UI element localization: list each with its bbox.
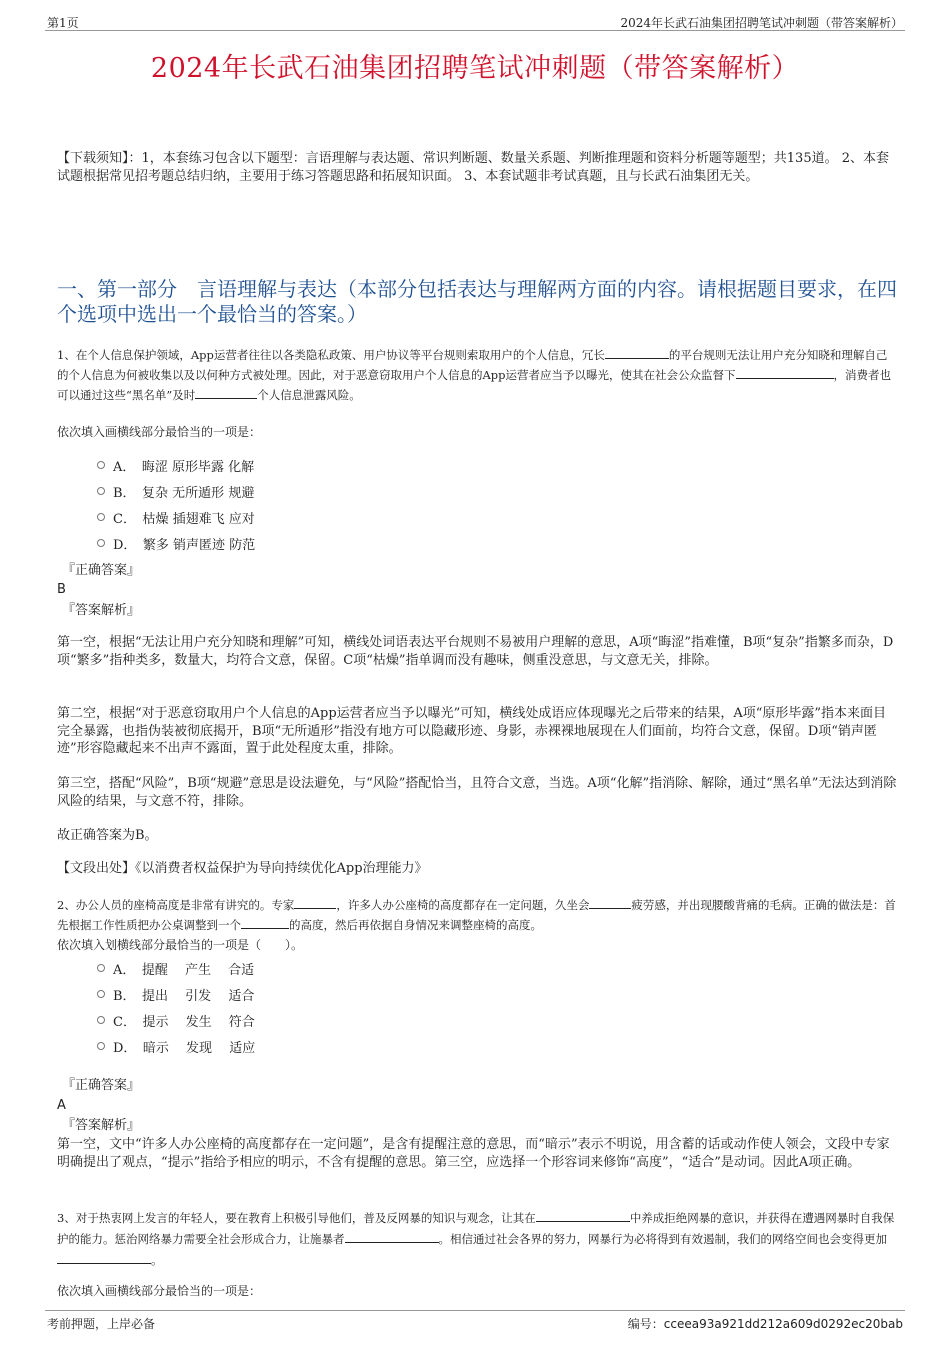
option-c[interactable]: C． 提示 发生 符合 xyxy=(97,1007,255,1033)
analysis-paragraph: 第三空，搭配“风险”，B项“规避”意思是设法避免，与“风险”搭配恰当，且符合文意，当选。A项“化解”指消除、解除，通过“黑名单”无法达到消除风险的结果，与文意不符，排除。 xyxy=(57,776,897,809)
question-3-hint: 依次填入画横线部分最恰当的一项是： xyxy=(57,1284,262,1298)
analysis-label: 『答案解析』 xyxy=(62,603,141,618)
analysis-conclusion: 故正确答案为B。 xyxy=(57,828,158,843)
answer-label: 『正确答案』 xyxy=(62,563,141,578)
question-2-stem: 2、办公人员的座椅高度是非常有讲究的。专家 ，许多人办公座椅的高度都存在一定问题，久坐会 疲劳感，并出现腰酸背痛的毛病。正确的做法是：首先根据工作性质把办公桌调整到一个 的高度，然后再依据自身情况来调整座椅的高度。 xyxy=(57,898,896,932)
radio-icon[interactable] xyxy=(97,1042,105,1050)
option-a[interactable]: A． 提醒 产生 合适 xyxy=(97,955,255,981)
section-heading: 一、第一部分 言语理解与表达（本部分包括表达与理解两方面的内容。请根据题目要求，在四个选项中选出一个最恰当的答案。） xyxy=(57,277,897,326)
option-b[interactable]: B． 提出 引发 适合 xyxy=(97,981,255,1007)
radio-icon[interactable] xyxy=(97,990,105,998)
question-1-hint: 依次填入画横线部分最恰当的一项是： xyxy=(57,425,262,439)
header-doc-title: 2024年长武石油集团招聘笔试冲刺题（带答案解析） xyxy=(620,16,903,30)
question-3-stem: 3、对于热衷网上发言的年轻人，要在教育上积极引导他们，普及反网暴的知识与观念，让其在 中养成拒绝网暴的意识，并获得在遭遇网暴时自我保护的能力。惩治网络暴力需要全社会形成合力，让施暴者 。相信通过社会各界的努力，网暴行为必将得到有效遏制，我们的网络空间也会变得更加。 xyxy=(57,1211,895,1267)
radio-icon[interactable] xyxy=(97,513,105,521)
radio-icon[interactable] xyxy=(97,461,105,469)
radio-icon[interactable] xyxy=(97,487,105,495)
question-2-hint: 依次填入划横线部分最恰当的一项是（ ）。 xyxy=(57,938,304,952)
download-notice: 【下载须知】：1，本套练习包含以下题型：言语理解与表达题、常识判断题、数量关系题、判断推理题和资料分析题等题型；共135道。 2、本套试题根据常见招考题总结归纳，主要用于练习答题思路和拓展知识面。 3、本套试题非考试真题，且与长武石油集团无关。 xyxy=(57,151,889,184)
radio-icon[interactable] xyxy=(97,964,105,972)
answer-value: A xyxy=(57,1098,66,1113)
analysis-paragraph: 第二空，根据“对于恶意窃取用户个人信息的App运营者应当予以曝光”可知，横线处成语应体现曝光之后带来的结果，A项“原形毕露”指本来面目完全暴露，也指伪装被彻底揭开，B项“无所遁形”指没有地方可以隐藏形迹、身影，赤裸裸地展现在人们面前，均符合文意，保留。D项“销声匿迹”形容隐藏起来不出声不露面，置于此处程度太重，排除。 xyxy=(57,706,887,756)
question-1-options xyxy=(97,452,255,556)
option-c[interactable]: C． 枯燥 插翅难飞 应对 xyxy=(97,504,255,530)
page-footer xyxy=(45,1310,905,1331)
question-1-stem: 1、在个人信息保护领域，App运营者往往以各类隐私政策、用户协议等平台规则索取用户的个人信息，冗长 的平台规则无法让用户充分知晓和理解自己的个人信息为何被收集以及以何种方式被处理。因此，对于恶意窃取用户个人信息的App运营者应当予以曝光，使其在社会公众监督下 ，消费者也可以通过这些“黑名单”及时 个人信息泄露风险。 xyxy=(57,348,892,402)
answer-value: B xyxy=(57,582,66,597)
analysis-paragraph: 第一空，文中“许多人办公座椅的高度都存在一定问题”，是含有提醒注意的意思，而“暗示”表示不明说，用含蓄的话或动作使人领会，文段中专家明确提出了观点，“提示”指给予相应的明示，不含有提醒的意思。第三空，应选择一个形容词来修饰“高度”，“适合”是动词。因此A项正确。 xyxy=(57,1137,890,1170)
analysis-paragraph: 第一空，根据“无法让用户充分知晓和理解”可知，横线处词语表达平台规则不易被用户理解的意思，A项“晦涩”指难懂，B项“复杂”指繁多而杂，D项“繁多”指种类多，数量大，均符合文意，保留。C项“枯燥”指单调而没有趣味，侧重没意思，与文意无关，排除。 xyxy=(57,635,894,668)
question-2-options xyxy=(97,955,255,1059)
option-b[interactable]: B． 复杂 无所遁形 规避 xyxy=(97,478,255,504)
page-title: 2024年长武石油集团招聘笔试冲刺题（带答案解析） xyxy=(150,53,800,84)
option-a[interactable]: A． 晦涩 原形毕露 化解 xyxy=(97,452,255,478)
footer-code: 编号：cceea93a921dd212a609d0292ec20bab xyxy=(627,1317,903,1331)
answer-label: 『正确答案』 xyxy=(62,1078,141,1093)
page-number: 第1页 xyxy=(47,16,79,30)
source-citation: 【文段出处】《以消费者权益保护为导向持续优化App治理能力》 xyxy=(57,861,428,876)
option-d[interactable]: D． 暗示 发现 适应 xyxy=(97,1033,255,1059)
page-header xyxy=(45,8,905,31)
radio-icon[interactable] xyxy=(97,539,105,547)
footer-slogan: 考前押题，上岸必备 xyxy=(47,1317,156,1331)
analysis-label: 『答案解析』 xyxy=(62,1118,141,1133)
option-d[interactable]: D． 繁多 销声匿迹 防范 xyxy=(97,530,255,556)
radio-icon[interactable] xyxy=(97,1016,105,1024)
